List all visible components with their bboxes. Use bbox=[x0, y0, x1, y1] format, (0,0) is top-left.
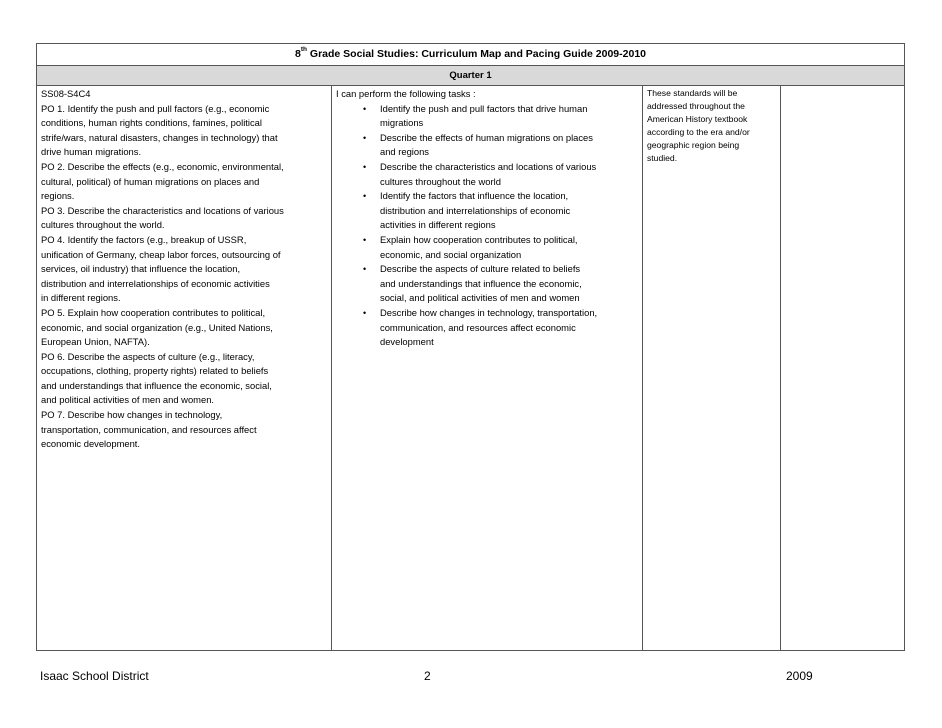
task-line: Describe the characteristics and locations of various bbox=[380, 160, 597, 172]
standards-line: unification of Germany, cheap labor forces, outsourcing of bbox=[41, 248, 281, 260]
notes-line: geographic region being bbox=[647, 140, 740, 150]
standards-line: and political activities of men and women. bbox=[41, 394, 215, 406]
notes-line: addressed throughout the bbox=[647, 101, 745, 111]
notes-text bbox=[643, 86, 780, 165]
task-line: development bbox=[380, 336, 434, 348]
standards-line: strife/wars, natural disasters, changes in technology) that bbox=[41, 131, 278, 143]
standards-line: conditions, human rights conditions, famines, political bbox=[41, 117, 262, 129]
task-line: and understandings that influence the economic, bbox=[380, 277, 582, 289]
standards-line: European Union, NAFTA). bbox=[41, 336, 150, 348]
bullet-icon: • bbox=[363, 307, 367, 318]
standards-line: PO 1. Identify the push and pull factors (e.g., economic bbox=[41, 102, 270, 114]
standards-line: PO 4. Identify the factors (e.g., breakup of USSR, bbox=[41, 233, 247, 245]
standards-line: cultural, political) of human migrations on places and bbox=[41, 175, 260, 187]
task-item bbox=[336, 160, 638, 189]
notes-line: studied. bbox=[647, 153, 678, 163]
notes-cell bbox=[643, 86, 781, 651]
notes-line: These standards will be bbox=[647, 88, 738, 98]
task-line: migrations bbox=[380, 117, 424, 129]
document-title: 8th Grade Social Studies: Curriculum Map and Pacing Guide 2009-2010 bbox=[37, 44, 905, 66]
task-line: economic, and social organization bbox=[380, 248, 522, 260]
bullet-icon: • bbox=[363, 234, 367, 245]
tasks-list bbox=[336, 102, 638, 350]
standards-line: regions. bbox=[41, 190, 75, 202]
task-line: activities in different regions bbox=[380, 219, 496, 231]
standards-line: PO 3. Describe the characteristics and locations of various bbox=[41, 204, 284, 216]
task-item bbox=[336, 233, 638, 262]
standards-line: occupations, clothing, property rights) related to beliefs bbox=[41, 365, 269, 377]
notes-line: according to the era and/or bbox=[647, 127, 750, 137]
task-line: Explain how cooperation contributes to political, bbox=[380, 233, 578, 245]
task-line: Describe how changes in technology, transportation, bbox=[380, 306, 598, 318]
task-line: Identify the push and pull factors that drive human bbox=[380, 102, 588, 114]
standards-line: in different regions. bbox=[41, 292, 121, 304]
task-line: cultures throughout the world bbox=[380, 175, 501, 187]
standards-line: services, oil industry) that influence the location, bbox=[41, 263, 241, 275]
tasks-text bbox=[332, 86, 642, 350]
footer-district: Isaac School District bbox=[40, 669, 149, 683]
standards-line: cultures throughout the world. bbox=[41, 219, 165, 231]
task-item bbox=[336, 189, 638, 233]
bullet-icon: • bbox=[363, 161, 367, 172]
footer-year: 2009 bbox=[786, 669, 813, 683]
bullet-icon: • bbox=[363, 264, 367, 275]
footer-page-number: 2 bbox=[424, 669, 431, 683]
task-item bbox=[336, 306, 638, 350]
task-line: Identify the factors that influence the location, bbox=[380, 190, 569, 202]
standards-line: PO 6. Describe the aspects of culture (e.g., literacy, bbox=[41, 350, 255, 362]
empty-cell bbox=[781, 86, 905, 651]
task-item bbox=[336, 131, 638, 160]
bullet-icon: • bbox=[363, 103, 367, 114]
standards-line: PO 7. Describe how changes in technology, bbox=[41, 409, 223, 421]
standards-line: and understandings that influence the economic, social, bbox=[41, 379, 272, 391]
standards-line: transportation, communication, and resources affect bbox=[41, 423, 257, 435]
task-line: Describe the aspects of culture related to beliefs bbox=[380, 263, 581, 275]
task-line: Describe the effects of human migrations on places bbox=[380, 131, 593, 143]
standards-line: distribution and interrelationships of economic activities bbox=[41, 277, 270, 289]
standards-line: economic development. bbox=[41, 438, 141, 450]
standards-line: SS08-S4C4 bbox=[41, 88, 91, 99]
quarter-heading: Quarter 1 bbox=[37, 66, 905, 86]
standards-cell bbox=[37, 86, 332, 651]
bullet-icon: • bbox=[363, 191, 367, 202]
task-line: communication, and resources affect economic bbox=[380, 321, 576, 333]
bullet-icon: • bbox=[363, 132, 367, 143]
standards-text bbox=[37, 86, 331, 452]
task-item bbox=[336, 102, 638, 131]
task-line: social, and political activities of men and women bbox=[380, 292, 580, 304]
standards-line: economic, and social organization (e.g., United Nations, bbox=[41, 321, 273, 333]
task-item bbox=[336, 262, 638, 306]
tasks-intro: I can perform the following tasks : bbox=[336, 88, 476, 99]
standards-line: PO 5. Explain how cooperation contributes to political, bbox=[41, 306, 266, 318]
standards-line: drive human migrations. bbox=[41, 146, 142, 158]
task-line: distribution and interrelationships of economic bbox=[380, 204, 571, 216]
notes-line: American History textbook bbox=[647, 114, 748, 124]
task-line: and regions bbox=[380, 146, 429, 158]
standards-line: PO 2. Describe the effects (e.g., economic, environmental, bbox=[41, 160, 284, 172]
tasks-cell bbox=[332, 86, 643, 651]
curriculum-table bbox=[36, 43, 905, 651]
